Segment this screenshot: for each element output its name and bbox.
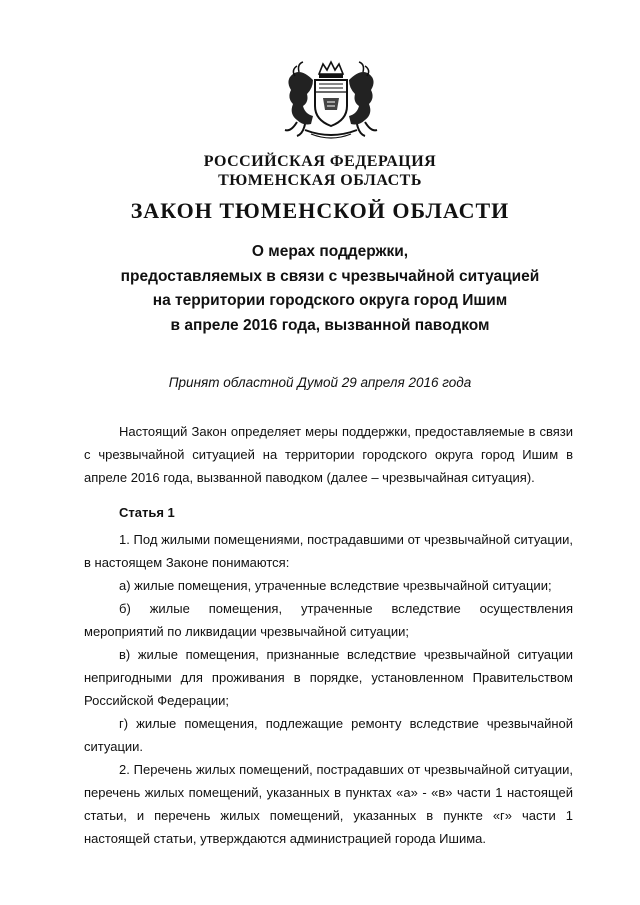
article-paragraph: а) жилые помещения, утраченные вследствие чрезвычайной ситуации; (119, 578, 552, 593)
law-subject-line: предоставляемых в связи с чрезвычайной ситуацией (120, 267, 540, 285)
article-paragraph: г) жилые помещения, подлежащие ремонту вследствие чрезвычайной ситуации. (84, 716, 573, 754)
country-heading: РОССИЙСКАЯ ФЕДЕРАЦИЯ (203, 153, 437, 170)
article-paragraph: 1. Под жилыми помещениями, пострадавшими от чрезвычайной ситуации, в настоящем Законе понимаются: (84, 532, 573, 570)
adoption-note: Принят областной Думой 29 апреля 2016 года (168, 375, 472, 390)
article-heading: Статья 1 (119, 505, 175, 520)
law-subject-line: в апреле 2016 года, вызванной паводком (170, 316, 490, 334)
coat-of-arms-icon (275, 58, 387, 142)
law-subject-line: О мерах поддержки, (251, 243, 409, 260)
article-paragraph: 2. Перечень жилых помещений, пострадавших от чрезвычайной ситуации, перечень жилых помещений, указанных в пунктах «а» - «в» части 1 настоящей статьи, и перечень жилых помещений, указанных в пункте «г» части 1 настоящей статьи, утверждаются администрацией города Ишима. (84, 762, 573, 846)
law-title: ЗАКОН ТЮМЕНСКОЙ ОБЛАСТИ (130, 198, 510, 223)
law-subject-line: на территории городского округа город Ишим (152, 292, 508, 309)
law-subject (60, 240, 600, 338)
preamble-paragraph: Настоящий Закон определяет меры поддержки, предоставляемые в связи с чрезвычайной ситуацией на территории городского округа город Ишим в апреле 2016 года, вызванной паводком (далее – чрезвычайная ситуация). (84, 424, 573, 485)
article-paragraph: в) жилые помещения, признанные вследствие чрезвычайной ситуации непригодными для проживания в порядке, установленном Правительством Российской Федерации; (84, 647, 573, 708)
article-paragraph: б) жилые помещения, утраченные вследствие осуществления мероприятий по ликвидации чрезвычайной ситуации; (84, 601, 573, 639)
region-heading: ТЮМЕНСКАЯ ОБЛАСТЬ (218, 172, 422, 189)
preamble (84, 420, 573, 489)
article-body (84, 528, 573, 850)
